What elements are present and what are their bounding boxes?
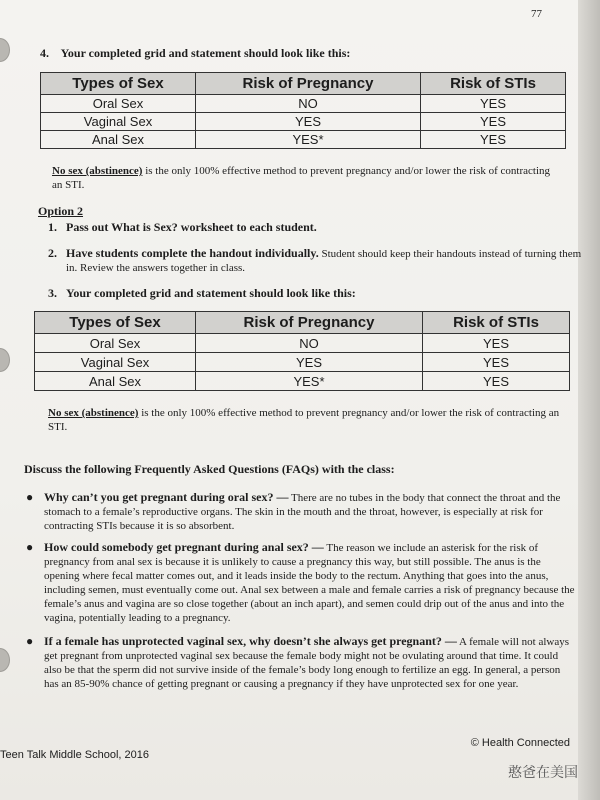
faq-item xyxy=(26,490,576,533)
faq-question: Why can’t you get pregnant during oral sex? — xyxy=(44,490,289,504)
step-plain: Student should keep their handouts instead of turning them in. Review the answers together in class. xyxy=(66,248,582,274)
cell: YES xyxy=(423,372,570,391)
step-bold: Pass out What is Sex? worksheet to each student. xyxy=(66,220,317,234)
statement-text: is the only 100% effective method to prevent pregnancy and/or lower the risk of contracting an STI. xyxy=(48,407,560,433)
statement-blank: No sex (abstinence) xyxy=(48,407,139,419)
cell: NO xyxy=(196,95,421,113)
binder-hole xyxy=(0,648,10,672)
statement-1 xyxy=(52,164,562,192)
faq-question: How could somebody get pregnant during anal sex? — xyxy=(44,540,324,554)
step-number: 2. xyxy=(48,246,57,260)
table-row xyxy=(41,131,566,149)
step-number: 3. xyxy=(48,286,57,300)
statement-blank: No sex (abstinence) xyxy=(52,165,143,177)
step-4 xyxy=(40,46,350,61)
option-2-title: Option 2 xyxy=(38,204,84,218)
cell: NO xyxy=(196,334,423,353)
cell: Oral Sex xyxy=(35,334,196,353)
bullet-icon: ● xyxy=(26,540,34,554)
sex-risk-table-2 xyxy=(34,311,570,391)
option2-step-2 xyxy=(48,246,586,275)
step-number: 4. xyxy=(40,46,49,60)
cell: YES xyxy=(421,131,566,149)
option2-step-1 xyxy=(48,220,568,235)
header-types: Types of Sex xyxy=(41,73,196,95)
discuss-heading: Discuss the following Frequently Asked Questions (FAQs) with the class: xyxy=(24,462,395,476)
footer-left: Teen Talk Middle School, 2016 xyxy=(0,749,150,761)
cell: YES xyxy=(421,95,566,113)
sex-risk-table-1 xyxy=(40,72,566,149)
cell: YES xyxy=(423,334,570,353)
faq-question: If a female has unprotected vaginal sex, why doesn’t she always get pregnant? — xyxy=(44,634,457,648)
cell: YES* xyxy=(196,131,421,149)
footer-right: © Health Connected xyxy=(470,737,570,749)
cell: Anal Sex xyxy=(35,372,196,391)
step-bold: Have students complete the handout individually. xyxy=(66,246,319,260)
cell: YES xyxy=(421,113,566,131)
step-text: Your completed grid and statement should look like this: xyxy=(60,46,351,60)
table-row xyxy=(35,334,570,353)
watermark: 憨爸在美国 xyxy=(508,765,578,781)
cell: YES* xyxy=(196,372,423,391)
binder-hole xyxy=(0,348,10,372)
cell: Vaginal Sex xyxy=(41,113,196,131)
faq-answer: The reason we include an asterisk for the risk of pregnancy from anal sex is because it is unlikely to cause a pregnancy this way, but still possible. The anus is the opening where fecal matter comes out, and it leads inside the body to the rectum. Anything that goes into the anus, including semen, must eventually come out. Anal sex between a male and female carries a risk of pregnancy because the female’s anus and vagina are so close together (about an inch apart), and semen could drip out of the anus and into the vagina, potentially leading to a pregnancy. xyxy=(44,542,575,624)
bullet-icon: ● xyxy=(26,490,34,504)
table-row xyxy=(35,353,570,372)
binder-hole xyxy=(0,38,10,62)
cell: YES xyxy=(196,353,423,372)
option2-step-3 xyxy=(48,286,568,301)
statement-2 xyxy=(48,406,568,434)
step-bold: Your completed grid and statement should look like this: xyxy=(66,286,356,300)
header-pregnancy: Risk of Pregnancy xyxy=(196,312,423,334)
faq-item xyxy=(26,634,576,691)
step-number: 1. xyxy=(48,220,57,234)
header-stis: Risk of STIs xyxy=(421,73,566,95)
faq-answer: There are no tubes in the body that connect the throat and the stomach to a female’s reproductive organs. The skin in the mouth and the throat, however, is especially at risk for contracting STIs because it is so absorbent. xyxy=(44,492,561,532)
cell: Vaginal Sex xyxy=(35,353,196,372)
faq-answer: A female will not always get pregnant from unprotected vaginal sex because the female body might not be ovulating around that time. It could also be that the sperm did not survive inside of the female’s body long enough to fertilize an egg. In general, a person has an 85-90% chance of getting pregnant or causing a pregnancy if they have unprotected sex for one year. xyxy=(44,636,570,690)
faq-item xyxy=(26,540,576,625)
table-row xyxy=(41,113,566,131)
binder-edge xyxy=(578,0,600,800)
cell: Oral Sex xyxy=(41,95,196,113)
header-pregnancy: Risk of Pregnancy xyxy=(196,73,421,95)
statement-text: is the only 100% effective method to prevent pregnancy and/or lower the risk of contracting an STI. xyxy=(52,165,551,191)
header-types: Types of Sex xyxy=(35,312,196,334)
page-number: 77 xyxy=(531,8,542,20)
cell: Anal Sex xyxy=(41,131,196,149)
cell: YES xyxy=(423,353,570,372)
table-row xyxy=(35,372,570,391)
bullet-icon: ● xyxy=(26,634,34,648)
table-row xyxy=(41,95,566,113)
cell: YES xyxy=(196,113,421,131)
header-stis: Risk of STIs xyxy=(423,312,570,334)
